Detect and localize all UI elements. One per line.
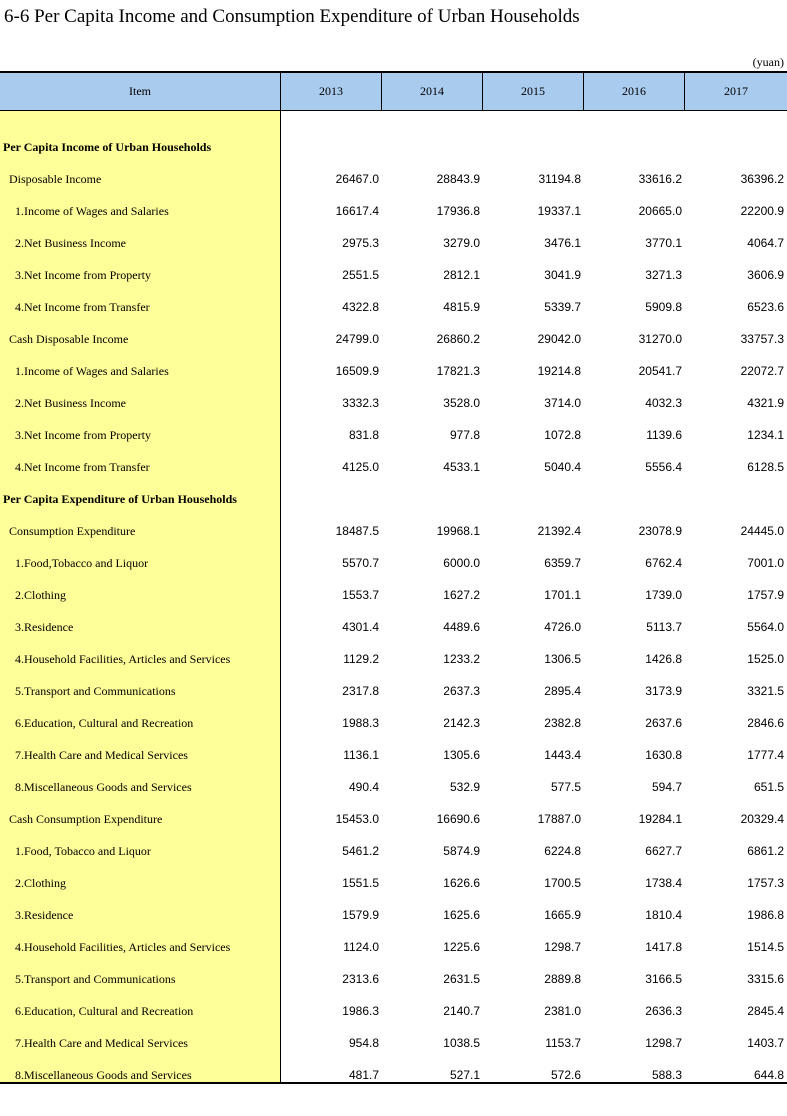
- value-cell-2013: 18487.5: [335, 524, 379, 538]
- table-row: [0, 419, 787, 451]
- table-row: [0, 579, 787, 611]
- value-cell-2015: 577.5: [550, 780, 581, 794]
- value-cell-2013: 954.8: [348, 1036, 379, 1050]
- row-label: Consumption Expenditure: [9, 523, 136, 538]
- value-cell-2017: 3315.6: [747, 972, 784, 986]
- value-cell-2016: 3770.1: [645, 236, 682, 250]
- value-cell-2017: 20329.4: [740, 812, 784, 826]
- value-cell-2016: 3173.9: [645, 684, 682, 698]
- table-row: [0, 163, 787, 195]
- value-cell-2013: 2975.3: [342, 236, 379, 250]
- table-row: [0, 707, 787, 739]
- value-cell-2014: 16690.6: [436, 812, 480, 826]
- section-header-row: [0, 131, 787, 163]
- value-cell-2017: 1777.4: [747, 748, 784, 762]
- value-cell-2015: 17887.0: [537, 812, 581, 826]
- value-cell-2015: 1700.5: [544, 876, 581, 890]
- header-year: 2017: [724, 84, 748, 98]
- value-cell-2014: 5874.9: [443, 844, 480, 858]
- value-cell-2016: 3271.3: [645, 268, 682, 282]
- value-cell-2015: 1072.8: [544, 428, 581, 442]
- value-cell-2016: 3166.5: [645, 972, 682, 986]
- value-cell-2015: 6359.7: [544, 556, 581, 570]
- unit-label: (yuan): [752, 55, 784, 69]
- value-cell-2016: 1810.4: [645, 908, 682, 922]
- value-cell-2013: 1136.1: [343, 748, 379, 762]
- value-cell-2016: 594.7: [651, 780, 682, 794]
- value-cell-2014: 4815.9: [443, 300, 480, 314]
- value-cell-2015: 2381.0: [544, 1004, 581, 1018]
- value-cell-2015: 29042.0: [537, 332, 581, 346]
- table-row: [0, 227, 787, 259]
- value-cell-2016: 20665.0: [638, 204, 682, 218]
- table-body: [0, 111, 787, 1082]
- value-cell-2016: 1739.0: [645, 588, 682, 602]
- value-cell-2016: 5909.8: [645, 300, 682, 314]
- row-label: 7.Health Care and Medical Services: [15, 747, 188, 762]
- value-cell-2013: 15453.0: [335, 812, 379, 826]
- row-label: 5.Transport and Communications: [15, 971, 176, 986]
- value-cell-2014: 6000.0: [443, 556, 480, 570]
- header-year: 2014: [382, 73, 483, 110]
- row-label: 2.Net Business Income: [15, 235, 126, 250]
- value-cell-2015: 19214.8: [537, 364, 581, 378]
- value-cell-2014: 2637.3: [443, 684, 480, 698]
- value-cell-2014: 26860.2: [436, 332, 480, 346]
- table-row: [0, 771, 787, 803]
- value-cell-2017: 22200.9: [740, 204, 784, 218]
- table-row: [0, 611, 787, 643]
- value-cell-2016: 33616.2: [638, 172, 682, 186]
- value-cell-2017: 1757.3: [747, 876, 784, 890]
- row-label: 3.Net Income from Property: [15, 427, 151, 442]
- value-cell-2014: 1038.5: [443, 1036, 480, 1050]
- table-row: [0, 803, 787, 835]
- value-cell-2014: 28843.9: [436, 172, 480, 186]
- value-cell-2013: 24799.0: [335, 332, 379, 346]
- value-cell-2014: 1627.2: [443, 588, 480, 602]
- value-cell-2015: 31194.8: [538, 172, 581, 186]
- value-cell-2017: 2845.4: [747, 1004, 784, 1018]
- value-cell-2014: 532.9: [449, 780, 480, 794]
- value-cell-2017: 33757.3: [740, 332, 784, 346]
- value-cell-2017: 6128.5: [747, 460, 784, 474]
- value-cell-2013: 4301.4: [342, 620, 379, 634]
- value-cell-2016: 2637.6: [645, 716, 682, 730]
- value-cell-2016: 1738.4: [645, 876, 682, 890]
- value-cell-2015: 1298.7: [544, 940, 581, 954]
- value-cell-2014: 1625.6: [443, 908, 480, 922]
- value-cell-2017: 3606.9: [747, 268, 784, 282]
- row-label: 6.Education, Cultural and Recreation: [15, 715, 194, 730]
- value-cell-2015: 1306.5: [544, 652, 581, 666]
- value-cell-2017: 6861.2: [747, 844, 784, 858]
- row-label: Cash Consumption Expenditure: [9, 811, 163, 826]
- table-row: [0, 259, 787, 291]
- value-cell-2013: 2551.5: [342, 268, 379, 282]
- value-cell-2013: 1986.3: [342, 1004, 379, 1018]
- value-cell-2016: 5556.4: [645, 460, 682, 474]
- row-label: 4.Household Facilities, Articles and Services: [15, 651, 231, 666]
- value-cell-2015: 6224.8: [544, 844, 581, 858]
- value-cell-2017: 1514.5: [747, 940, 784, 954]
- value-cell-2017: 36396.2: [740, 172, 784, 186]
- row-label: Cash Disposable Income: [9, 331, 129, 346]
- value-cell-2016: 6762.4: [645, 556, 682, 570]
- row-label: 1.Income of Wages and Salaries: [15, 363, 169, 378]
- value-cell-2013: 4125.0: [342, 460, 379, 474]
- table-row: [0, 931, 787, 963]
- row-label: 3.Residence: [15, 907, 74, 922]
- value-cell-2014: 2812.1: [443, 268, 480, 282]
- value-cell-2016: 4032.3: [645, 396, 682, 410]
- value-cell-2014: 4533.1: [443, 460, 480, 474]
- value-cell-2016: 31270.0: [638, 332, 682, 346]
- table-row: [0, 451, 787, 483]
- value-cell-2017: 1757.9: [747, 588, 784, 602]
- value-cell-2015: 1153.7: [545, 1036, 581, 1050]
- value-cell-2014: 4489.6: [443, 620, 480, 634]
- value-cell-2014: 1233.2: [443, 652, 480, 666]
- value-cell-2014: 1305.6: [443, 748, 480, 762]
- row-label: 7.Health Care and Medical Services: [15, 1035, 188, 1050]
- row-label: 3.Residence: [15, 619, 74, 634]
- row-label: 1.Food,Tobacco and Liquor: [15, 555, 149, 570]
- table-row: [0, 323, 787, 355]
- value-cell-2017: 2846.6: [747, 716, 784, 730]
- table-row: [0, 1027, 787, 1059]
- value-cell-2014: 1626.6: [443, 876, 480, 890]
- value-cell-2013: 16509.9: [335, 364, 379, 378]
- value-cell-2015: 1665.9: [544, 908, 581, 922]
- value-cell-2016: 19284.1: [638, 812, 682, 826]
- header-item: Item: [0, 73, 281, 110]
- value-cell-2014: 19968.1: [436, 524, 480, 538]
- value-cell-2017: 4321.9: [747, 396, 784, 410]
- value-cell-2015: 5339.7: [544, 300, 581, 314]
- value-cell-2013: 2317.8: [342, 684, 379, 698]
- value-cell-2017: 1403.7: [747, 1036, 784, 1050]
- value-cell-2013: 5461.2: [342, 844, 379, 858]
- table-title: 6-6 Per Capita Income and Consumption Expenditure of Urban Households: [4, 6, 580, 27]
- value-cell-2013: 3332.3: [342, 396, 379, 410]
- value-cell-2014: 527.1: [449, 1068, 480, 1082]
- row-label: 1.Income of Wages and Salaries: [15, 203, 169, 218]
- row-label: 8.Miscellaneous Goods and Services: [15, 1067, 192, 1082]
- row-label: 5.Transport and Communications: [15, 683, 176, 698]
- value-cell-2014: 977.8: [449, 428, 480, 442]
- table-row: [0, 387, 787, 419]
- value-cell-2013: 1551.5: [342, 876, 379, 890]
- value-cell-2017: 651.5: [753, 780, 784, 794]
- header-year: 2013: [281, 73, 382, 110]
- value-cell-2015: 1701.1: [544, 588, 581, 602]
- row-label: 1.Food, Tobacco and Liquor: [15, 843, 151, 858]
- value-cell-2013: 1579.9: [342, 908, 379, 922]
- value-cell-2017: 1986.8: [747, 908, 784, 922]
- table-row: [0, 995, 787, 1027]
- value-cell-2014: 3279.0: [443, 236, 480, 250]
- value-cell-2016: 6627.7: [645, 844, 682, 858]
- value-cell-2017: 4064.7: [747, 236, 784, 250]
- value-cell-2013: 4322.8: [342, 300, 379, 314]
- header-year: 2016: [584, 73, 685, 110]
- value-cell-2014: 3528.0: [443, 396, 480, 410]
- section-header-row: [0, 483, 787, 515]
- table-row: [0, 291, 787, 323]
- table-row: [0, 547, 787, 579]
- value-cell-2016: 5113.7: [646, 620, 682, 634]
- value-cell-2015: 3714.0: [544, 396, 581, 410]
- value-cell-2016: 20541.7: [638, 364, 682, 378]
- value-cell-2016: 1426.8: [645, 652, 682, 666]
- value-cell-2013: 1129.2: [343, 652, 379, 666]
- table-header: [0, 73, 787, 111]
- value-cell-2015: 2895.4: [544, 684, 581, 698]
- table-row: [0, 835, 787, 867]
- value-cell-2014: 17821.3: [436, 364, 480, 378]
- value-cell-2013: 1124.0: [343, 940, 379, 954]
- value-cell-2014: 2140.7: [443, 1004, 480, 1018]
- value-cell-2017: 5564.0: [747, 620, 784, 634]
- table-row: [0, 643, 787, 675]
- value-cell-2013: 490.4: [348, 780, 379, 794]
- value-cell-2017: 6523.6: [747, 300, 784, 314]
- row-label: 8.Miscellaneous Goods and Services: [15, 779, 192, 794]
- table-row: [0, 195, 787, 227]
- value-cell-2017: 644.8: [753, 1068, 784, 1082]
- data-table: [0, 71, 787, 1084]
- value-cell-2014: 2631.5: [443, 972, 480, 986]
- value-cell-2017: 3321.5: [747, 684, 784, 698]
- value-cell-2014: 17936.8: [436, 204, 480, 218]
- table-rows: [0, 131, 787, 1091]
- value-cell-2014: 1225.6: [443, 940, 480, 954]
- value-cell-2017: 22072.7: [740, 364, 784, 378]
- value-cell-2015: 2889.8: [544, 972, 581, 986]
- row-label: 2.Clothing: [15, 587, 67, 602]
- table-row: [0, 675, 787, 707]
- value-cell-2016: 1630.8: [645, 748, 682, 762]
- value-cell-2013: 16617.4: [335, 204, 379, 218]
- value-cell-2015: 1443.4: [544, 748, 581, 762]
- value-cell-2016: 2636.3: [645, 1004, 682, 1018]
- row-label: 2.Net Business Income: [15, 395, 126, 410]
- value-cell-2013: 1553.7: [342, 588, 379, 602]
- row-label: 4.Net Income from Transfer: [15, 459, 150, 474]
- header-year: 2015: [483, 73, 584, 110]
- row-label: 4.Household Facilities, Articles and Services: [15, 939, 231, 954]
- value-cell-2017: 24445.0: [740, 524, 784, 538]
- value-cell-2013: 2313.6: [342, 972, 379, 986]
- value-cell-2016: 1298.7: [645, 1036, 682, 1050]
- value-cell-2015: 19337.1: [537, 204, 581, 218]
- value-cell-2015: 4726.0: [544, 620, 581, 634]
- value-cell-2013: 1988.3: [342, 716, 379, 730]
- value-cell-2016: 1139.6: [646, 428, 682, 442]
- row-label: 3.Net Income from Property: [15, 267, 151, 282]
- value-cell-2015: 5040.4: [544, 460, 581, 474]
- table-row: [0, 355, 787, 387]
- value-cell-2013: 26467.0: [335, 172, 379, 186]
- table-row: [0, 963, 787, 995]
- row-label: 2.Clothing: [15, 875, 67, 890]
- table-row: [0, 899, 787, 931]
- row-label: 4.Net Income from Transfer: [15, 299, 150, 314]
- value-cell-2016: 588.3: [651, 1068, 682, 1082]
- table-row: [0, 515, 787, 547]
- value-cell-2016: 1417.8: [645, 940, 682, 954]
- section-title: Per Capita Expenditure of Urban Households: [3, 491, 237, 506]
- value-cell-2013: 5570.7: [342, 556, 379, 570]
- table-row: [0, 739, 787, 771]
- value-cell-2015: 21392.4: [537, 524, 581, 538]
- value-cell-2013: 481.7: [348, 1068, 379, 1082]
- row-label: Disposable Income: [9, 171, 102, 186]
- value-cell-2017: 7001.0: [747, 556, 784, 570]
- value-cell-2017: 1234.1: [747, 428, 784, 442]
- table-row: [0, 867, 787, 899]
- value-cell-2015: 3041.9: [544, 268, 581, 282]
- value-cell-2013: 831.8: [348, 428, 379, 442]
- value-cell-2015: 2382.8: [544, 716, 581, 730]
- table-row: [0, 1059, 787, 1091]
- value-cell-2015: 3476.1: [544, 236, 581, 250]
- value-cell-2015: 572.6: [550, 1068, 581, 1082]
- value-cell-2016: 23078.9: [638, 524, 682, 538]
- section-title: Per Capita Income of Urban Households: [3, 139, 212, 154]
- value-cell-2017: 1525.0: [747, 652, 784, 666]
- value-cell-2014: 2142.3: [443, 716, 480, 730]
- row-label: 6.Education, Cultural and Recreation: [15, 1003, 194, 1018]
